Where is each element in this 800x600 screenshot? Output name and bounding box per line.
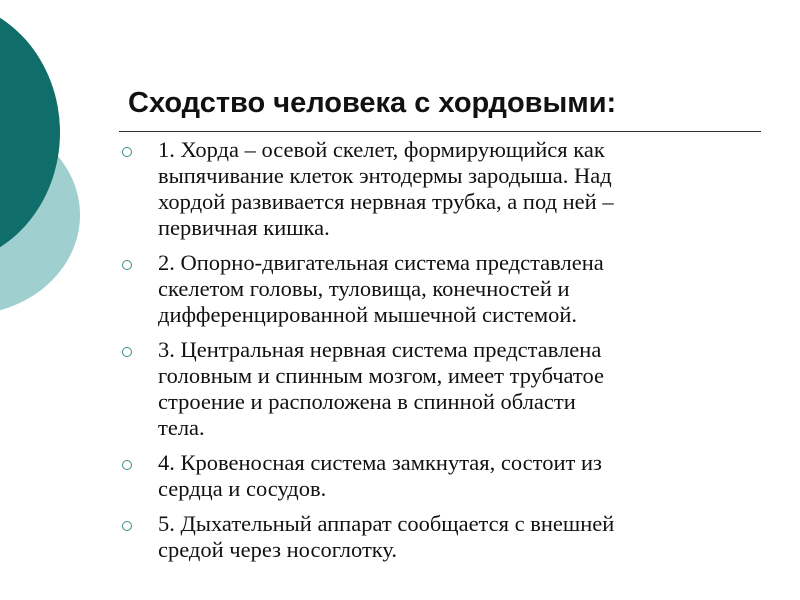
bullet-item [118,450,778,502]
bullet-text: 4. Кровеносная система замкнутая, состоит из сердца и сосудов. [158,450,602,501]
bullet-list [118,137,778,572]
bullet-text: 2. Опорно-двигательная система представлена скелетом головы, туловища, конечностей и дифференцированной мышечной системой. [158,250,604,327]
title-divider [119,131,761,132]
bullet-text: 5. Дыхательный аппарат сообщается с внешней средой через носоглотку. [158,511,615,562]
bullet-circle-icon [122,521,132,531]
bullet-item [118,511,778,563]
bullet-circle-icon [122,260,132,270]
bullet-item [118,337,778,441]
bullet-item [118,250,778,328]
slide-title: Сходство человека с хордовыми: [128,87,617,119]
bullet-text: 1. Хорда – осевой скелет, формирующийся как выпячивание клеток энтодермы зародыша. Над хордой развивается нервная трубка, а под ней – первичная кишка. [158,137,614,240]
bullet-circle-icon [122,347,132,357]
bullet-item [118,137,778,241]
bullet-circle-icon [122,460,132,470]
bullet-text: 3. Центральная нервная система представлена головным и спинным мозгом, имеет трубчатое строение и расположена в спинной области тела. [158,337,604,440]
bullet-circle-icon [122,147,132,157]
